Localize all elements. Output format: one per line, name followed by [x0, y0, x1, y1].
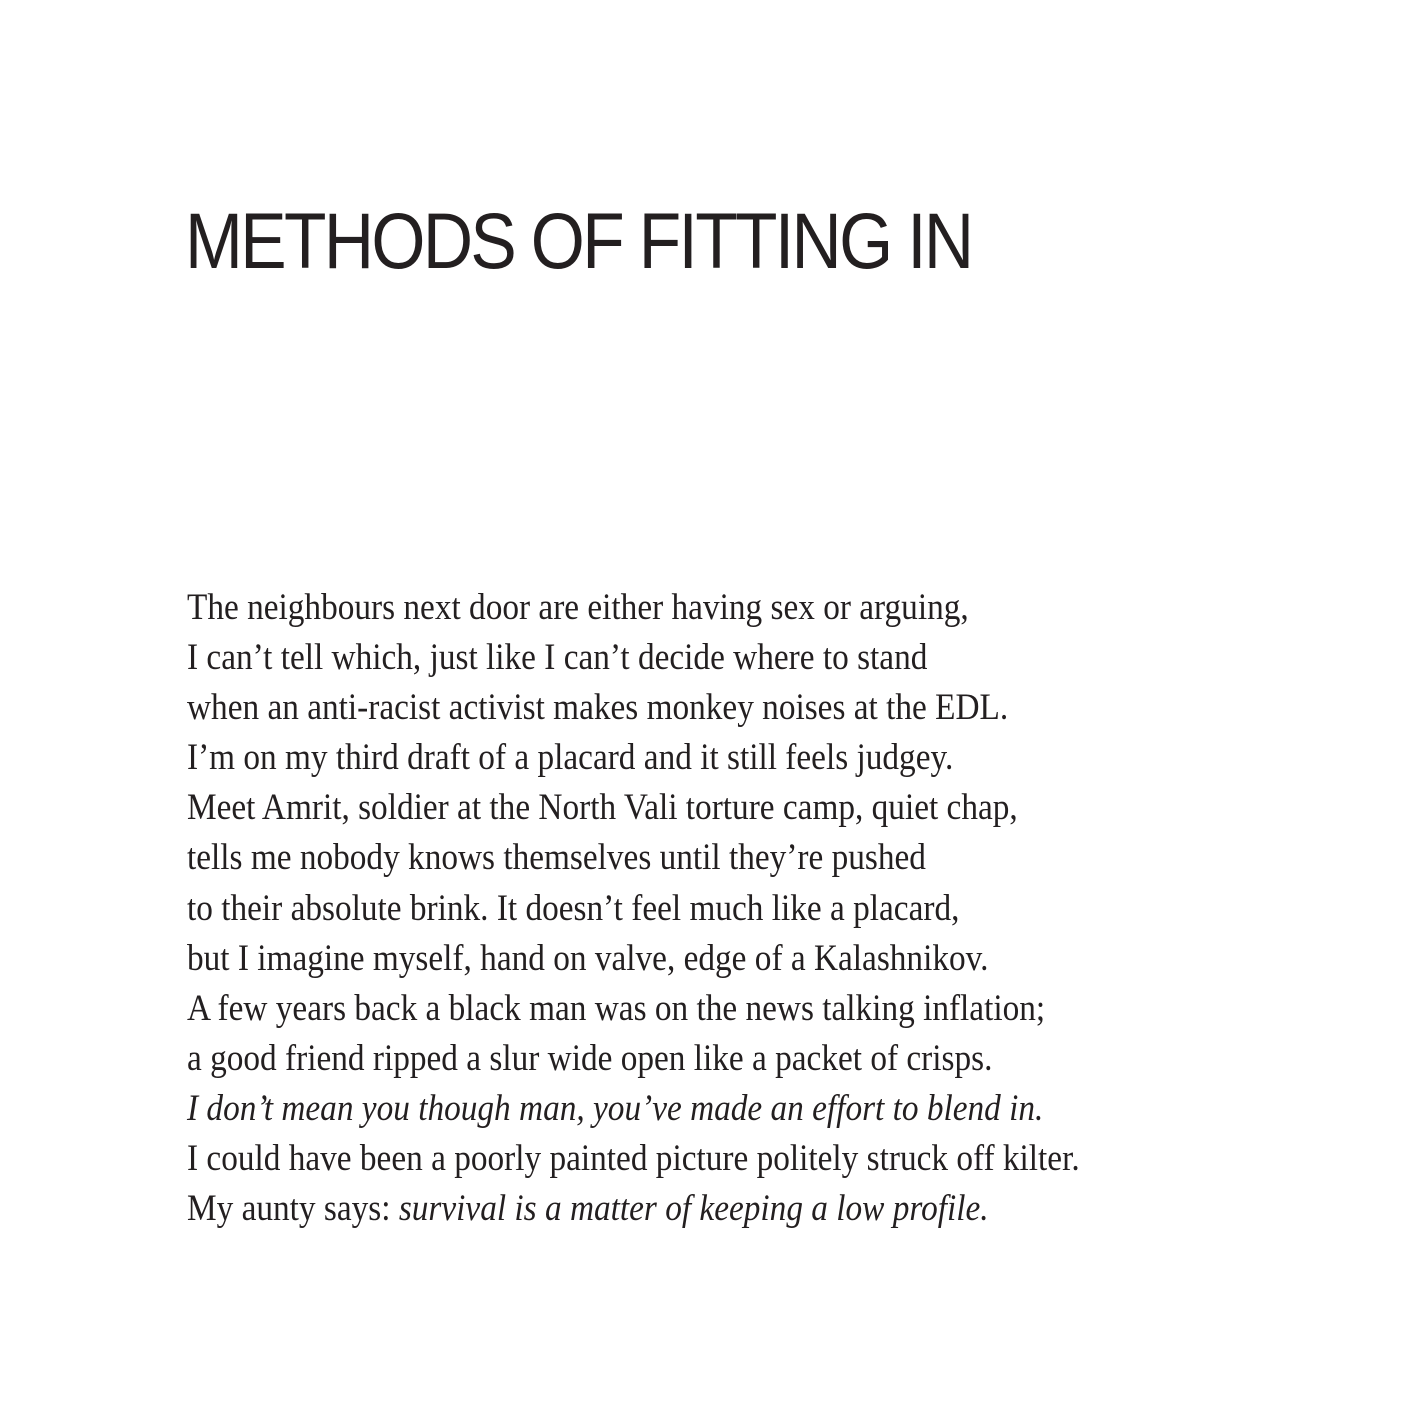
- poem-line: Meet Amrit, soldier at the North Vali torture camp, quiet chap,: [187, 787, 1018, 829]
- poem-title: METHODS OF FITTING IN: [185, 196, 972, 285]
- poem-line: to their absolute brink. It doesn’t feel much like a placard,: [187, 887, 960, 929]
- poem-line: a good friend ripped a slur wide open like a packet of crisps.: [187, 1037, 993, 1079]
- poem-line: tells me nobody knows themselves until they’re pushed: [187, 837, 926, 879]
- poem-line: I could have been a poorly painted picture politely struck off kilter.: [187, 1138, 1080, 1180]
- poem-line: I can’t tell which, just like I can’t decide where to stand: [187, 637, 928, 679]
- poem-line: A few years back a black man was on the news talking inflation;: [187, 987, 1046, 1029]
- poem-line-italic-quote: I don’t mean you though man, you’ve made an effort to blend in.: [187, 1087, 1044, 1129]
- poem-line: when an anti-racist activist makes monkey noises at the EDL.: [187, 687, 1009, 729]
- poem-body: [187, 583, 1179, 1234]
- poem-line: I’m on my third draft of a placard and it still feels judgey.: [187, 737, 954, 779]
- poem-line: The neighbours next door are either having sex or arguing,: [187, 587, 969, 628]
- poem-line: but I imagine myself, hand on valve, edge of a Kalashnikov.: [187, 937, 989, 979]
- poem-line-final: My aunty says: survival is a matter of keeping a low profile.: [187, 1188, 989, 1230]
